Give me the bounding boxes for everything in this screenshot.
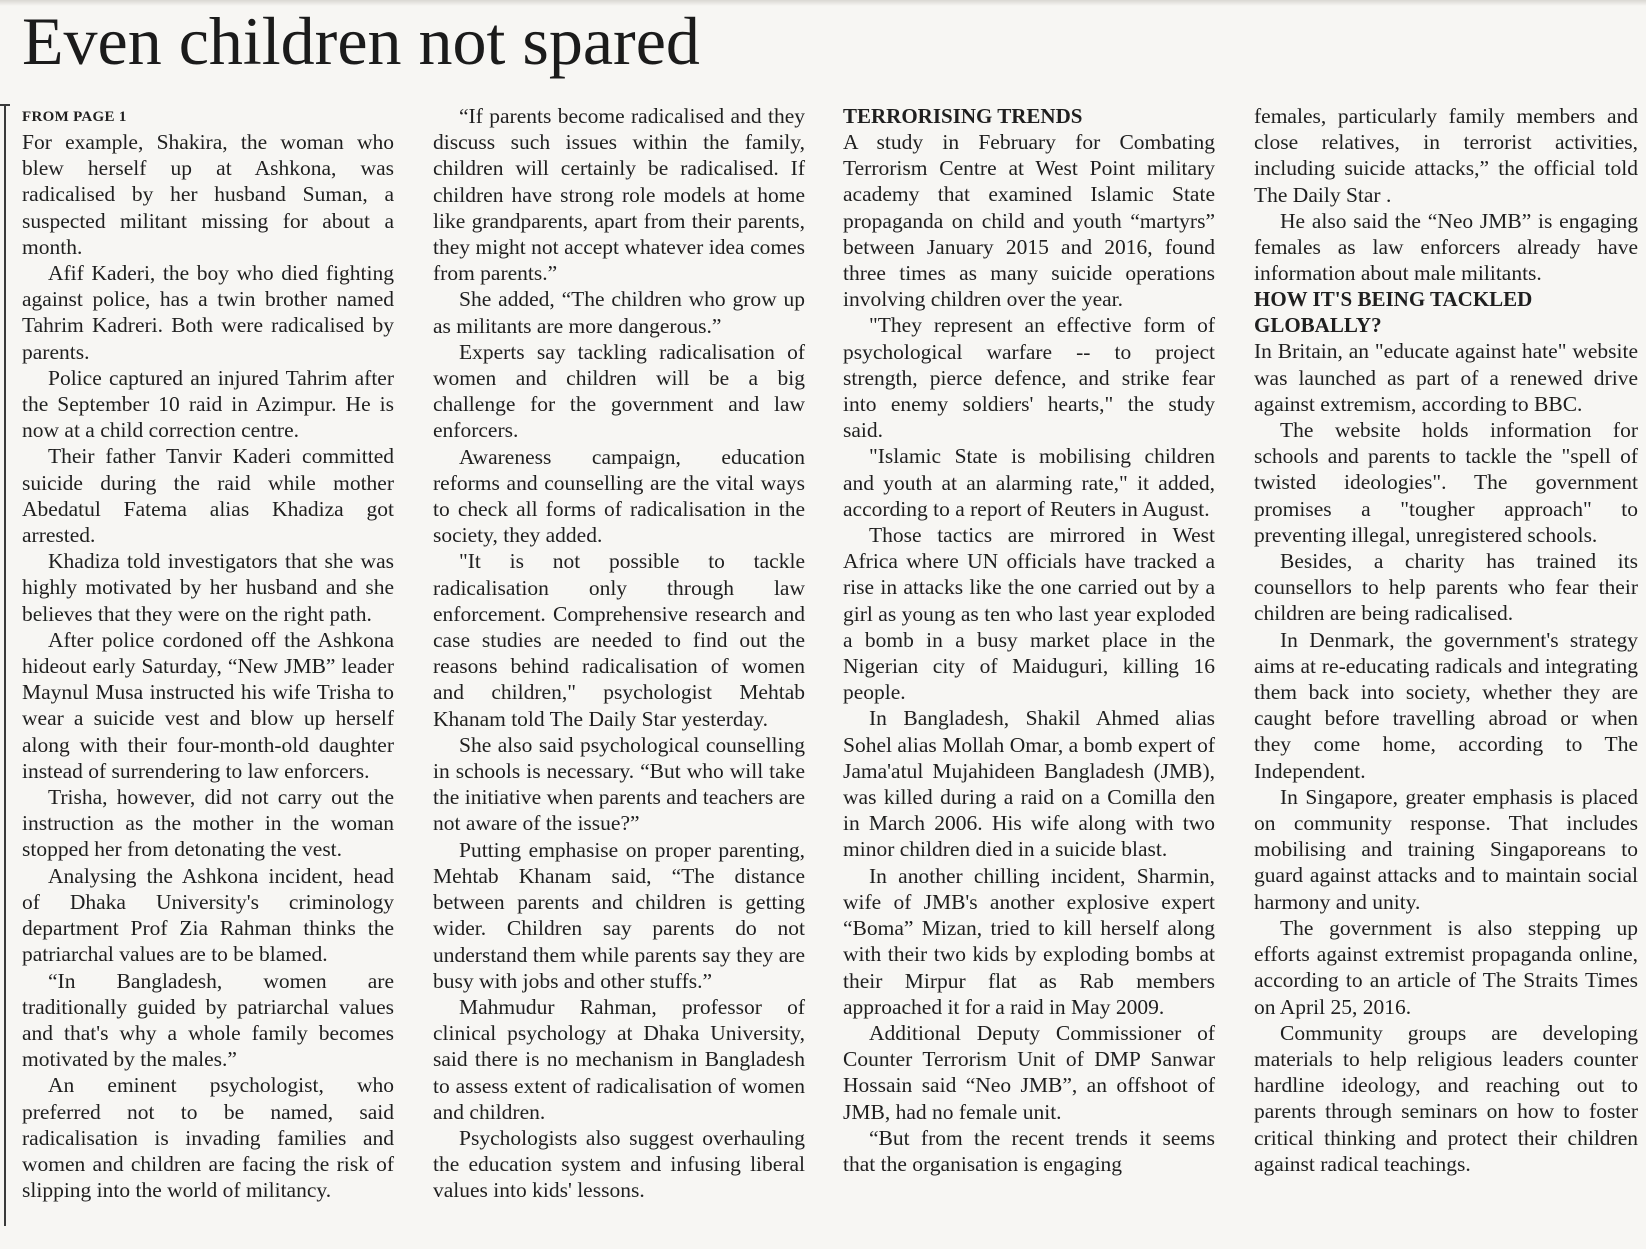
- paragraph: In Bangladesh, Shakil Ahmed alias Sohel alias Mollah Omar, a bomb expert of Jama'atul Mujahideen Bangladesh (JMB), was killed during a raid on a Comilla den in March 2006. His wife along with two minor children died in a suicide blast.: [843, 706, 1215, 862]
- paragraph: In another chilling incident, Sharmin, wife of JMB's another explosive expert “Boma” Mizan, tried to kill herself along with their two kids by exploding bombs at their Mirpur flat as Rab members approached it for a raid in May 2009.: [843, 863, 1215, 1019]
- paragraph: Besides, a charity has trained its counsellors to help parents who fear their children are being radicalised.: [1254, 549, 1638, 626]
- paragraph: In Denmark, the government's strategy aims at re-educating radicals and integrating them back into society, whether they are caught before travelling abroad or when they come home, according to The Independent.: [1254, 627, 1638, 783]
- paragraph: In Britain, an "educate against hate" website was launched as part of a renewed drive against extremism, according to BBC.: [1254, 339, 1638, 416]
- paragraph: Psychologists also suggest overhauling the education system and infusing liberal values into kids' lessons.: [433, 1125, 805, 1203]
- article-column-2: [433, 103, 805, 1204]
- paragraph: Putting emphasise on proper parenting, Mehtab Khanam said, “The distance between parents and children is getting wider. Children say parents do not understand them while parents say they are busy with jobs and other stuffs.”: [433, 837, 805, 993]
- column-rule-tick: [0, 104, 10, 106]
- paragraph: An eminent psychologist, who preferred not to be named, said radicalisation is invading families and women and children are facing the risk of slipping into the world of militancy.: [22, 1073, 394, 1203]
- paragraph: Additional Deputy Commissioner of Counter Terrorism Unit of DMP Sanwar Hossain said “Neo JMB”, an offshoot of JMB, had no female unit.: [843, 1020, 1215, 1124]
- paragraph: “But from the recent trends it seems that the organisation is engaging: [843, 1125, 1215, 1176]
- paragraph: Mahmudur Rahman, professor of clinical psychology at Dhaka University, said there is no mechanism in Bangladesh to assess extent of radicalisation of women and children.: [433, 994, 805, 1124]
- paragraph: For example, Shakira, the woman who blew herself up at Ashkona, was radicalised by her husband Suman, a suspected militant missing for about a month.: [22, 130, 394, 259]
- paragraph: “In Bangladesh, women are traditionally guided by patriarchal values and that's why a whole family becomes motivated by the males.”: [22, 968, 394, 1072]
- subhead-tackled-globally: HOW IT'S BEING TACKLED GLOBALLY?: [1254, 287, 1533, 338]
- paragraph: Trisha, however, did not carry out the instruction as the mother in the woman stopped her from detonating the vest.: [22, 785, 394, 862]
- paragraph: The government is also stepping up efforts against extremist propaganda online, according to an article of The Straits Times on April 25, 2016.: [1254, 915, 1638, 1019]
- paragraph: females, particularly family members and close relatives, in terrorist activities, including suicide attacks,” the official told The Daily Star .: [1254, 104, 1638, 207]
- paragraph: Afif Kaderi, the boy who died fighting against police, has a twin brother named Tahrim Kadreri. Both were radicalised by parents.: [22, 261, 394, 364]
- paragraph: Awareness campaign, education reforms and counselling are the vital ways to check all forms of radicalisation in the society, they added.: [433, 444, 805, 548]
- paragraph: "Islamic State is mobilising children and youth at an alarming rate," it added, according to a report of Reuters in August.: [843, 444, 1215, 521]
- paragraph: After police cordoned off the Ashkona hideout early Saturday, “New JMB” leader Maynul Musa instructed his wife Trisha to wear a suicide vest and blow up herself along with their four-month-old daughter instead of surrendering to law enforcers.: [22, 627, 394, 783]
- paragraph: A study in February for Combating Terrorism Centre at West Point military academy that examined Islamic State propaganda on child and youth “martyrs” between January 2015 and 2016, found three times as many suicide operations involving children over the year.: [843, 130, 1215, 312]
- paragraph: Those tactics are mirrored in West Africa where UN officials have tracked a rise in attacks like the one carried out by a girl as young as ten who last year exploded a bomb in a busy market place in the Nigerian city of Maiduguri, killing 16 people.: [843, 523, 1215, 705]
- column-rule: [4, 104, 6, 1226]
- paragraph: Their father Tanvir Kaderi committed suicide during the raid while mother Abedatul Fatema alias Khadiza got arrested.: [22, 444, 394, 548]
- paragraph: Analysing the Ashkona incident, head of Dhaka University's criminology department Prof Zia Rahman thinks the patriarchal values are to be blamed.: [22, 863, 394, 967]
- paragraph: “If parents become radicalised and they discuss such issues within the family, children will certainly be radicalised. If children have strong role models at home like grandparents, apart from their parents, they might not accept whatever idea comes from parents.”: [433, 104, 805, 286]
- paragraph: "It is not possible to tackle radicalisation only through law enforcement. Comprehensive research and case studies are needed to find out the reasons behind radicalisation of women and children," psychologist Mehtab Khanam told The Daily Star yesterday.: [433, 549, 805, 731]
- article-column-4: [1254, 103, 1638, 1177]
- subhead-terrorising-trends: TERRORISING TRENDS: [843, 104, 1083, 128]
- paragraph: She added, “The children who grow up as militants are more dangerous.”: [433, 287, 805, 338]
- paragraph: In Singapore, greater emphasis is placed on community response. That includes mobilising and training Singaporeans to guard against attacks and to maintain social harmony and unity.: [1254, 784, 1638, 914]
- paragraph: Experts say tackling radicalisation of women and children will be a big challenge for the government and law enforcers.: [433, 339, 805, 443]
- paragraph: Community groups are developing materials to help religious leaders counter hardline ideology, and reaching out to parents through seminars on how to foster critical thinking and protect their children against radical teachings.: [1254, 1020, 1638, 1176]
- paragraph: He also said the “Neo JMB” is engaging females as law enforcers already have information about male militants.: [1254, 208, 1638, 286]
- paragraph: The website holds information for schools and parents to tackle the "spell of twisted ideologies". The government promises a "tougher approach" to preventing illegal, unregistered schools.: [1254, 418, 1638, 547]
- headline: Even children not spared: [22, 3, 700, 79]
- continuation-kicker: FROM PAGE 1: [22, 109, 127, 125]
- article-column-1: [22, 103, 394, 1203]
- paragraph: She also said psychological counselling in schools is necessary. “But who will take the initiative when parents and teachers are not aware of the issue?”: [433, 732, 805, 836]
- paragraph: Police captured an injured Tahrim after the September 10 raid in Azimpur. He is now at a child correction centre.: [22, 365, 394, 443]
- article-column-3: [843, 103, 1215, 1177]
- paragraph: Khadiza told investigators that she was highly motivated by her husband and she believes that they were on the right path.: [22, 549, 394, 626]
- paragraph: "They represent an effective form of psychological warfare -- to project strength, pierce defence, and strike fear into enemy soldiers' hearts," the study said.: [843, 313, 1215, 443]
